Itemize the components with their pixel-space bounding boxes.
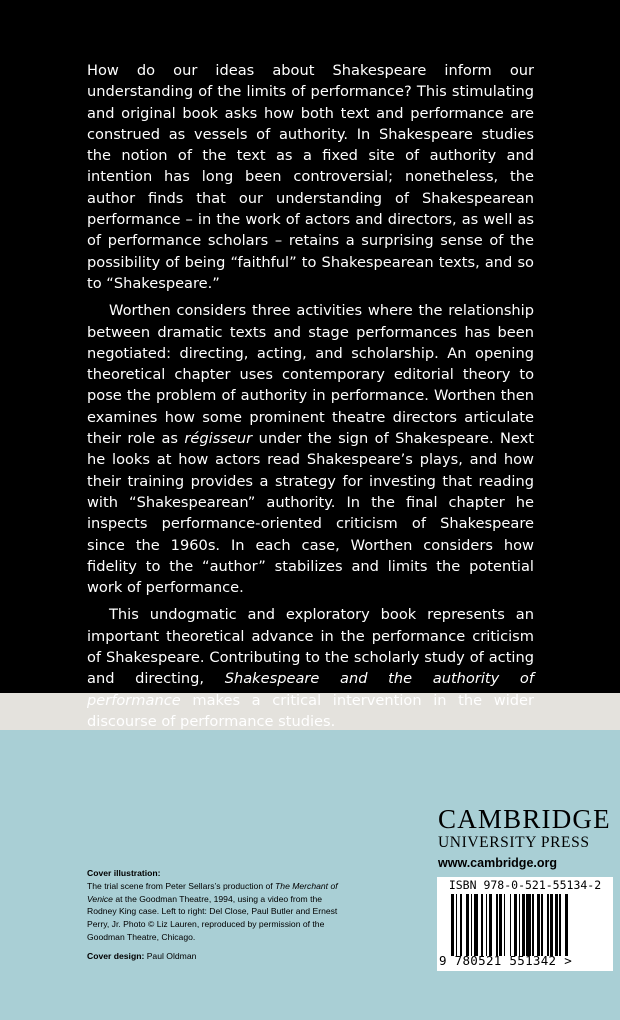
blurb-p2-text-a: Worthen considers three activities where the relationship between dramatic texts and stage performances has been negotiated: directing, acting, and scholarship. An opening theoretical chapter uses contemporary editorial theory to pose the problem of authority in performance. Worthen then examines how some prominent theatre directors articulate their role as (87, 302, 534, 448)
isbn-label: ISBN 978-0-521-55134-2 (448, 878, 602, 892)
barcode-bar (489, 894, 492, 956)
cover-credits (87, 867, 347, 963)
barcode-bar (550, 894, 553, 956)
barcode-bar (499, 894, 502, 956)
barcode-bar (526, 894, 531, 956)
barcode-bar (519, 894, 521, 956)
blurb-p3-text-a: This undogmatic and exploratory book represents an important theoretical advance in the performance criticism of Shakespeare. Contributing to the scholarly study of acting and directing, (87, 606, 534, 688)
barcode-bar (474, 894, 479, 956)
barcode-bar (522, 894, 525, 956)
publisher-logo (438, 805, 618, 871)
barcode-box (437, 877, 613, 971)
barcode-bar (541, 894, 543, 956)
barcode-bar (451, 894, 454, 956)
blurb-p3-text-b: makes a critical intervention in the wider discourse of performance studies. (87, 691, 534, 730)
barcode-bar (456, 894, 458, 956)
barcode-digits: 9 780521 551342 > (439, 953, 573, 968)
blurb-paragraph-3 (87, 604, 534, 732)
barcode-bar (514, 894, 517, 956)
barcode-bar (565, 894, 568, 956)
design-name: Paul Oldman (146, 950, 197, 961)
barcode-icon (451, 894, 601, 956)
publisher-name: CAMBRIDGE (438, 804, 611, 834)
barcode-bar (504, 894, 506, 956)
barcode-bar (486, 894, 488, 956)
barcode-bar (496, 894, 498, 956)
design-label: Cover design: (87, 950, 145, 961)
credits-italic: The Merchant of Venice (87, 880, 338, 904)
barcode-bar (532, 894, 534, 956)
publisher-url: www.cambridge.org (438, 856, 558, 870)
barcode-bar (559, 894, 561, 956)
barcode-bar (471, 894, 473, 956)
credits-text (87, 880, 347, 944)
blurb-paragraph-2 (87, 300, 534, 598)
blurb-p2-italic: régisseur (184, 430, 253, 448)
blurb-p2-text-b: under the sign of Shakespeare. Next he looks at how actors read Shakespeare’s plays, and how their training provides a strategy for investing that reading with “Shakespearean” authority. In the final chapter he inspects performance-oriented criticism of Shakespeare since the 1960s. In each case, Worthen considers how fidelity to the “author” stabilizes and limits the potential work of performance. (87, 430, 534, 597)
credits-text-a: The trial scene from Peter Sellars’s production of (87, 880, 276, 891)
barcode-bar (481, 894, 483, 956)
cover-design (87, 950, 347, 963)
blurb-paragraph-1: How do our ideas about Shakespeare inform our understanding of the limits of performance? This stimulating and original book asks how both text and performance are construed as vessels of authority. In Shakespeare studies the notion of the text as a fixed site of authority and intention has long been controversial; nonetheless, the author finds that our understanding of Shakespearean performance – in the work of actors and directors, as well as of performance scholars – retains a surprising sense of the possibility of being “faithful” to Shakespearean texts, and so to “Shakespeare.” (87, 62, 534, 292)
barcode-bar (510, 894, 512, 956)
blurb (87, 60, 534, 738)
barcode-bar (466, 894, 469, 956)
barcode-bar (555, 894, 558, 956)
credits-heading: Cover illustration: (87, 868, 161, 878)
barcode-bar (460, 894, 462, 956)
barcode-bar (547, 894, 549, 956)
blurb-p3-italic: Shakespeare and the authority of performance (87, 670, 534, 709)
barcode-bar (537, 894, 540, 956)
credits-text-b: at the Goodman Theatre, 1994, using a video from the Rodney King case. Left to right: Del Close, Paul Butler and Ernest Perry, Jr. Photo © Liz Lauren, reproduced by permission of the Goodman Theatre, Chicago. (87, 893, 338, 942)
publisher-sub: UNIVERSITY PRESS (438, 834, 590, 851)
